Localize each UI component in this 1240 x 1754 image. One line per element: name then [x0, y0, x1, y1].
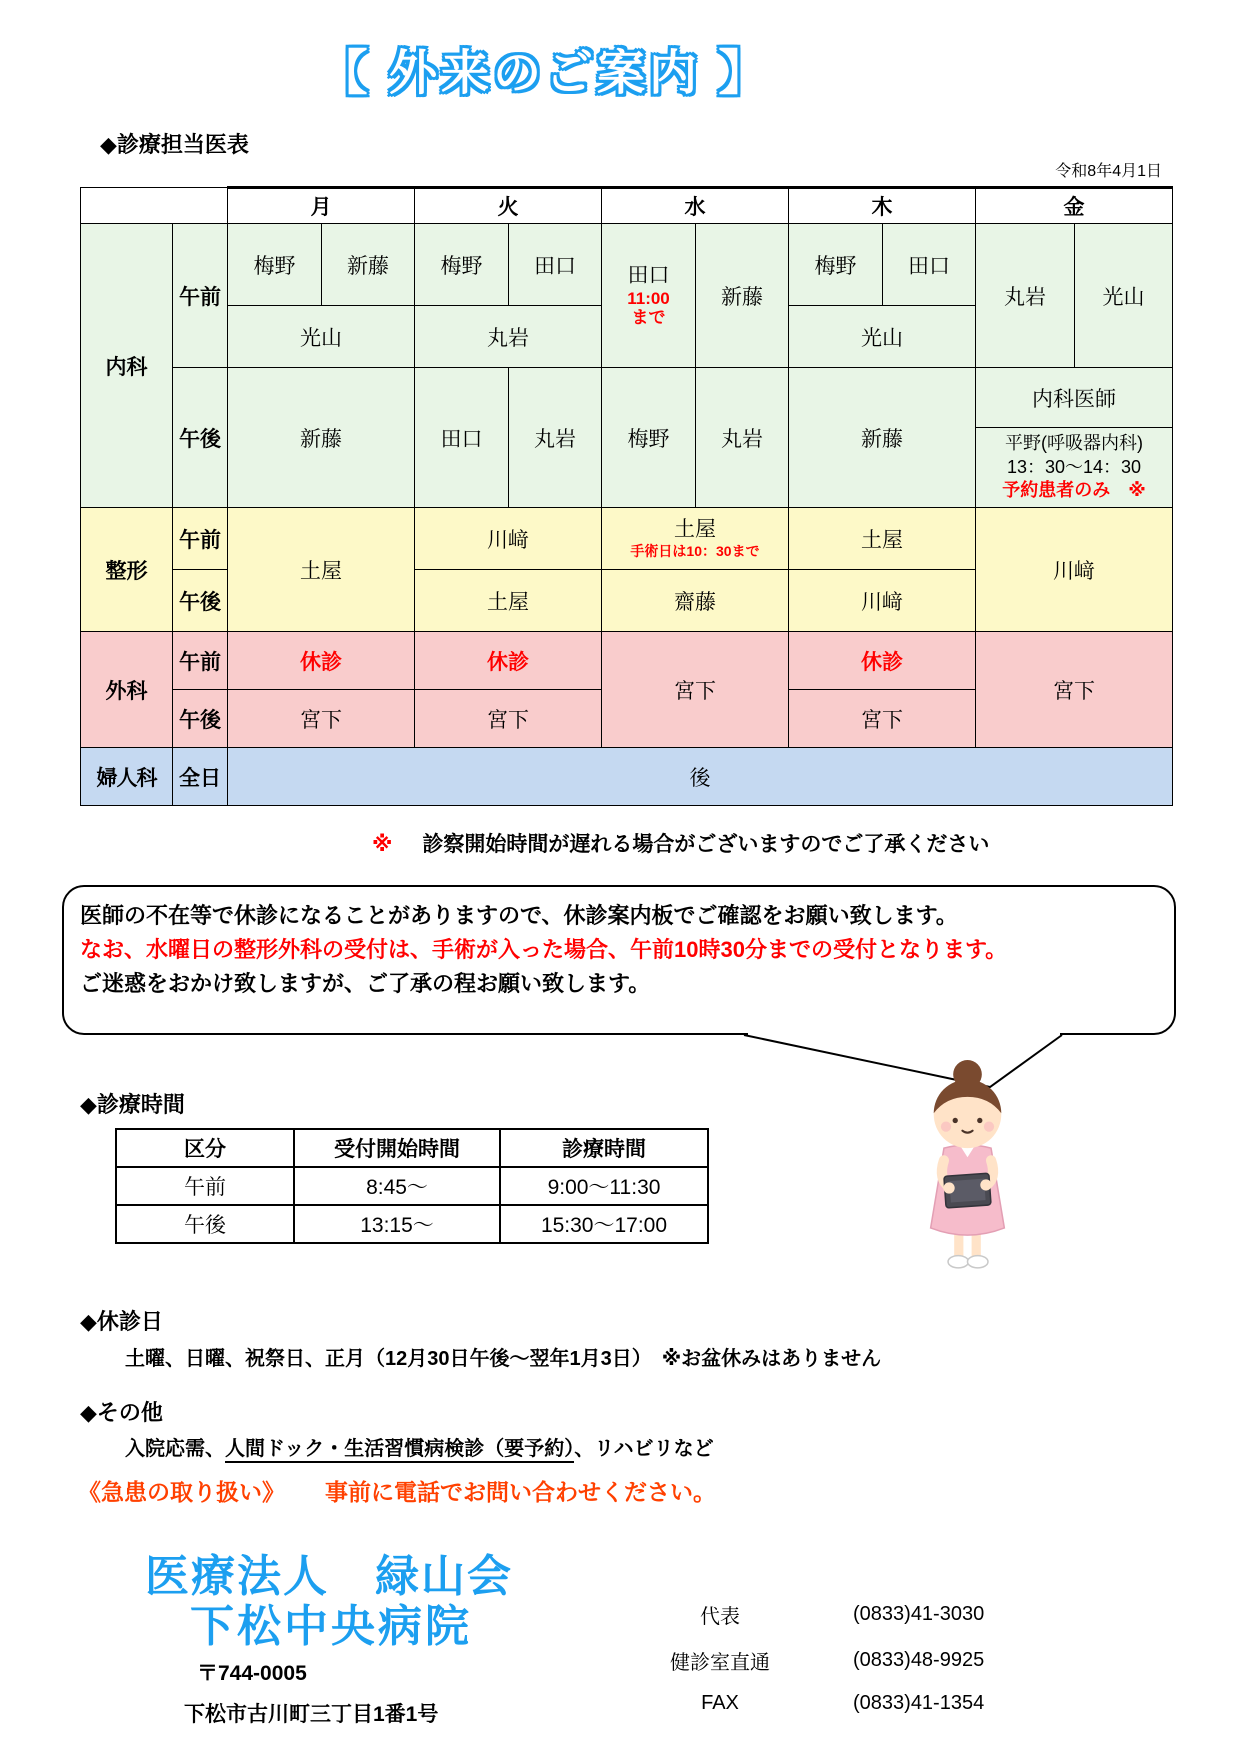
schedule-cell: 内科医師: [976, 368, 1173, 428]
period-label: 午前: [173, 224, 228, 368]
schedule-cell: 川﨑: [415, 508, 602, 570]
contact-label: 健診室直通: [670, 1652, 770, 1674]
closed-cell: 休診: [415, 632, 602, 690]
hours-heading: ◆診療時間: [80, 1092, 185, 1117]
organization-name: 医療法人 緑山会: [145, 1552, 513, 1601]
contact-number: (0833)41-3030: [853, 1603, 985, 1625]
doctor-schedule-table: [80, 186, 1173, 806]
contact-label: 代表: [700, 1606, 740, 1628]
contact-number: (0833)48-9925: [853, 1649, 985, 1671]
schedule-cell: 宮下: [602, 632, 789, 748]
period-label: 午前: [173, 632, 228, 690]
doctor-name: 土屋: [674, 518, 716, 542]
dept-label-gyn: 婦人科: [81, 748, 173, 806]
schedule-cell: 宮下: [976, 632, 1173, 748]
emergency-label: 《急患の取り扱い》: [78, 1479, 285, 1505]
schedule-cell: 新藤: [228, 368, 415, 508]
schedule-cell: 光山: [228, 306, 415, 368]
time-note: 13：30～14：30: [1006, 456, 1142, 477]
page-title: 【 外来のご案内 】: [319, 47, 771, 100]
doctor-name: 平野(呼吸器内科): [1005, 433, 1143, 454]
emergency-notice: [78, 1474, 716, 1507]
schedule-cell: 梅野: [415, 224, 509, 306]
schedule-cell: 丸岩: [509, 368, 602, 508]
period-label: 全日: [173, 748, 228, 806]
schedule-heading: ◆診療担当医表: [100, 132, 249, 157]
schedule-cell: [602, 508, 789, 570]
doctor-name: 田口: [627, 264, 670, 288]
contact-label: FAX: [701, 1692, 739, 1714]
day-header: 火: [415, 188, 602, 224]
notice-line: 医師の不在等で休診になることがありますので、休診案内板でご確認をお願い致します。: [80, 903, 958, 928]
postal-code: 〒744-0005: [197, 1662, 307, 1685]
red-note: 11:00: [627, 288, 670, 308]
others-heading: ◆その他: [80, 1400, 163, 1425]
schedule-cell: 宮下: [415, 690, 602, 748]
hours-cell: 9:00～11:30: [500, 1167, 708, 1205]
schedule-cell: 土屋: [228, 508, 415, 632]
hours-cell: 15:30～17:00: [500, 1205, 708, 1243]
closed-days-heading: ◆休診日: [80, 1309, 163, 1334]
emergency-text: 事前に電話でお問い合わせください。: [325, 1479, 716, 1505]
schedule-cell: 丸岩: [976, 224, 1075, 368]
dept-label-surgery: 外科: [81, 632, 173, 748]
schedule-cell: 梅野: [602, 368, 696, 508]
hours-cell: 午後: [116, 1205, 294, 1243]
schedule-cell: 川﨑: [789, 570, 976, 632]
closed-cell: 休診: [789, 632, 976, 690]
schedule-cell: 田口: [415, 368, 509, 508]
period-label: 午後: [173, 690, 228, 748]
schedule-footnote: [372, 828, 989, 858]
period-label: 午前: [173, 508, 228, 570]
hospital-name: 下松中央病院: [190, 1602, 472, 1651]
schedule-cell: 川﨑: [976, 508, 1173, 632]
hours-cell: 13:15～: [294, 1205, 500, 1243]
nurse-illustration: [890, 1058, 1045, 1273]
contact-row: [615, 1646, 984, 1675]
red-note: まで: [631, 307, 666, 327]
hours-table: [115, 1128, 709, 1244]
schedule-cell: 田口: [883, 224, 976, 306]
schedule-cell: 新藤: [322, 224, 415, 306]
day-header: 木: [789, 188, 976, 224]
schedule-cell: 後: [228, 748, 1173, 806]
schedule-cell: 齋藤: [602, 570, 789, 632]
closed-days-text: 土曜、日曜、祝祭日、正月（12月30日午後～翌年1月3日） ※お盆休みはありません: [125, 1348, 882, 1370]
others-text: [125, 1432, 714, 1461]
schedule-cell: 丸岩: [696, 368, 789, 508]
closed-cell: 休診: [228, 632, 415, 690]
contact-row: [615, 1600, 984, 1629]
hours-col-header: 区分: [116, 1129, 294, 1167]
period-label: 午後: [173, 570, 228, 632]
hospital-address: 下松市古川町三丁目1番1号: [184, 1703, 439, 1726]
others-text-underlined: 人間ドック・生活習慣病検診（要予約）: [225, 1438, 574, 1463]
others-text-after: 、リハビリなど: [574, 1438, 714, 1460]
day-header: 月: [228, 188, 415, 224]
asterisk-mark: ※: [372, 833, 393, 856]
others-text-before: 入院応需、: [125, 1438, 225, 1460]
period-label: 午後: [173, 368, 228, 508]
schedule-cell: 土屋: [415, 570, 602, 632]
hours-cell: 午前: [116, 1167, 294, 1205]
table-corner: [81, 188, 228, 224]
hours-cell: 8:45～: [294, 1167, 500, 1205]
schedule-cell: 梅野: [789, 224, 883, 306]
schedule-cell: 新藤: [696, 224, 789, 368]
schedule-cell: 光山: [1075, 224, 1173, 368]
contact-row: [615, 1692, 984, 1715]
dept-label-ortho: 整形: [81, 508, 173, 632]
dept-label-internal: 内科: [81, 224, 173, 508]
schedule-cell: 梅野: [228, 224, 322, 306]
schedule-cell: 丸岩: [415, 306, 602, 368]
day-header: 金: [976, 188, 1173, 224]
schedule-date: 令和8年4月1日: [1055, 163, 1162, 180]
day-header: 水: [602, 188, 789, 224]
notice-speech-bubble: [62, 885, 1176, 1035]
schedule-cell: 新藤: [789, 368, 976, 508]
schedule-cell: 光山: [789, 306, 976, 368]
schedule-cell: [602, 224, 696, 368]
schedule-cell: 宮下: [228, 690, 415, 748]
contact-number: (0833)41-1354: [853, 1692, 985, 1714]
red-note: 予約患者のみ ※: [1002, 480, 1146, 501]
schedule-cell: [976, 428, 1173, 508]
schedule-cell: 田口: [509, 224, 602, 306]
red-note: 手術日は10：30まで: [630, 542, 760, 559]
footnote-text: 診察開始時間が遅れる場合がございますのでご了承ください: [422, 833, 990, 856]
hours-col-header: 診療時間: [500, 1129, 708, 1167]
schedule-cell: 土屋: [789, 508, 976, 570]
hours-col-header: 受付開始時間: [294, 1129, 500, 1167]
notice-line: ご迷惑をおかけ致しますが、ご了承の程お願い致します。: [80, 971, 651, 997]
schedule-cell: 宮下: [789, 690, 976, 748]
notice-line-red: なお、水曜日の整形外科の受付は、手術が入った場合、午前10時30分までの受付となります。: [80, 937, 1008, 963]
